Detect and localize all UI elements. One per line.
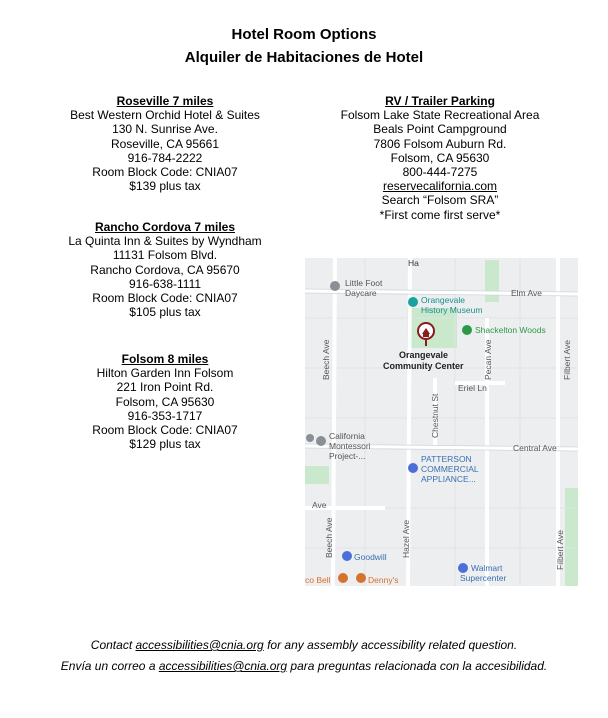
rv-address: 7806 Folsom Auburn Rd. xyxy=(373,136,507,151)
map-label-filbert-ave-top: Filbert Ave xyxy=(562,339,572,380)
hotel-address: 221 Iron Point Rd. xyxy=(116,380,214,395)
map-label-ave: Ave xyxy=(312,500,327,510)
map-label-central-ave: Central Ave xyxy=(513,443,557,453)
hotel-city: Rancho Cordova, CA 95670 xyxy=(90,262,240,277)
map-label-walmart-2: Supercenter xyxy=(460,573,507,583)
footer-text: Envía un correo a xyxy=(60,659,159,673)
hotel-price: $105 plus tax xyxy=(129,305,201,320)
footer-text: for any assembly accessibility related question. xyxy=(263,638,518,652)
map-label-patterson-2: COMMERCIAL xyxy=(421,464,479,474)
rv-parking xyxy=(315,94,565,222)
hotel-roseville xyxy=(40,94,290,193)
park-area xyxy=(305,466,329,484)
woods-pin xyxy=(462,325,472,335)
map-label-daycare: Daycare xyxy=(345,288,377,298)
hotel-block-code: Room Block Code: CNIA07 xyxy=(92,423,238,438)
map-label-pecan-ave: Pecan Ave xyxy=(483,339,493,380)
map-label-california-2: Montessori xyxy=(329,441,371,451)
hotel-price: $129 plus tax xyxy=(129,437,201,452)
footer-text: Contact xyxy=(90,638,136,652)
park-area xyxy=(565,488,578,586)
footer-line-spanish xyxy=(0,659,608,673)
hotel-block-code: Room Block Code: CNIA07 xyxy=(92,291,238,306)
rv-campground: Beals Point Campground xyxy=(373,122,507,137)
map-label-beech-ave: Beech Ave xyxy=(321,339,331,380)
patterson-pin xyxy=(408,463,418,473)
map-label-california-1: California xyxy=(329,431,365,441)
map-label-history-museum-1: Orangevale xyxy=(421,295,465,305)
accessibility-email-link[interactable]: accessibilities@cnia.org xyxy=(158,659,288,673)
rv-phone: 800-444-7275 xyxy=(402,165,478,180)
rv-city: Folsom, CA 95630 xyxy=(390,150,490,165)
rv-search-note: Search “Folsom SRA” xyxy=(381,193,499,208)
map-label-elm-ave: Elm Ave xyxy=(511,288,543,298)
rv-name: Folsom Lake State Recreational Area xyxy=(340,108,540,123)
map-label-taco-bell: co Bell xyxy=(305,575,331,585)
map-label-walmart-1: Walmart xyxy=(471,563,503,573)
walmart-pin xyxy=(458,563,468,573)
hotel-heading: Roseville 7 miles xyxy=(116,94,214,108)
hotel-city: Roseville, CA 95661 xyxy=(110,136,220,151)
accessibility-email-link[interactable]: accessibilities@cnia.org xyxy=(135,638,264,652)
hotel-heading: Folsom 8 miles xyxy=(121,352,209,366)
map-label-patterson-3: APPLIANCE... xyxy=(421,474,476,484)
map-label-history-museum-2: History Museum xyxy=(421,305,483,315)
hotel-rancho-cordova xyxy=(40,220,290,319)
map-label-shackelton-woods: Shackelton Woods xyxy=(475,325,546,335)
goodwill-pin xyxy=(342,551,352,561)
hotel-name: La Quinta Inn & Suites by Wyndham xyxy=(68,234,262,249)
map-label-patterson-1: PATTERSON xyxy=(421,454,472,464)
hotel-heading: Rancho Cordova 7 miles xyxy=(94,220,236,234)
map-label-dennys: Denny's xyxy=(368,575,399,585)
hotel-name: Hilton Garden Inn Folsom xyxy=(96,366,234,381)
hotel-phone: 916-638-1111 xyxy=(128,276,202,291)
hotel-price: $139 plus tax xyxy=(129,179,201,194)
page-title: Hotel Room Options xyxy=(231,26,377,43)
map-label-filbert-ave-bottom: Filbert Ave xyxy=(555,529,565,570)
school-pin xyxy=(316,436,326,446)
map-label-chestnut-st: Chestnut St xyxy=(430,393,440,438)
park-area xyxy=(485,260,499,302)
museum-pin xyxy=(408,297,418,307)
hotel-address: 11131 Folsom Blvd. xyxy=(112,248,218,263)
map-label-hazel-ave: Hazel Ave xyxy=(401,519,411,558)
map-label-goodwill: Goodwill xyxy=(354,552,387,562)
map-label-eriel-ln: Eriel Ln xyxy=(458,383,487,393)
hotel-folsom xyxy=(40,352,290,451)
hotel-block-code: Room Block Code: CNIA07 xyxy=(92,165,238,180)
footer-line-english xyxy=(0,638,608,652)
area-map xyxy=(305,258,578,586)
daycare-pin xyxy=(330,281,340,291)
map-label-california-3: Project-... xyxy=(329,451,366,461)
rv-first-come-note: *First come first serve* xyxy=(379,207,501,222)
rv-heading: RV / Trailer Parking xyxy=(385,94,495,108)
hotel-address: 130 N. Sunrise Ave. xyxy=(112,122,218,137)
hotel-name: Best Western Orchid Hotel & Suites xyxy=(70,108,260,123)
map-label-beech-ave-bottom: Beech Ave xyxy=(324,517,334,558)
hotel-phone: 916-353-1717 xyxy=(127,408,203,423)
hotel-city: Folsom, CA 95630 xyxy=(115,394,215,409)
map-label-hazel-top: Ha xyxy=(408,258,419,268)
taco-bell-pin xyxy=(338,573,348,583)
hotel-phone: 916-784-2222 xyxy=(127,150,203,165)
map-label-community-center-2: Community Center xyxy=(383,361,464,371)
map-label-community-center-1: Orangevale xyxy=(399,350,449,360)
dennys-pin xyxy=(356,573,366,583)
page-subtitle: Alquiler de Habitaciones de Hotel xyxy=(184,49,424,66)
reservecalifornia-link[interactable]: reservecalifornia.com xyxy=(382,179,498,194)
map-label-little-foot: Little Foot xyxy=(345,278,383,288)
footer-text: para preguntas relacionada con la accesibilidad. xyxy=(287,659,548,673)
